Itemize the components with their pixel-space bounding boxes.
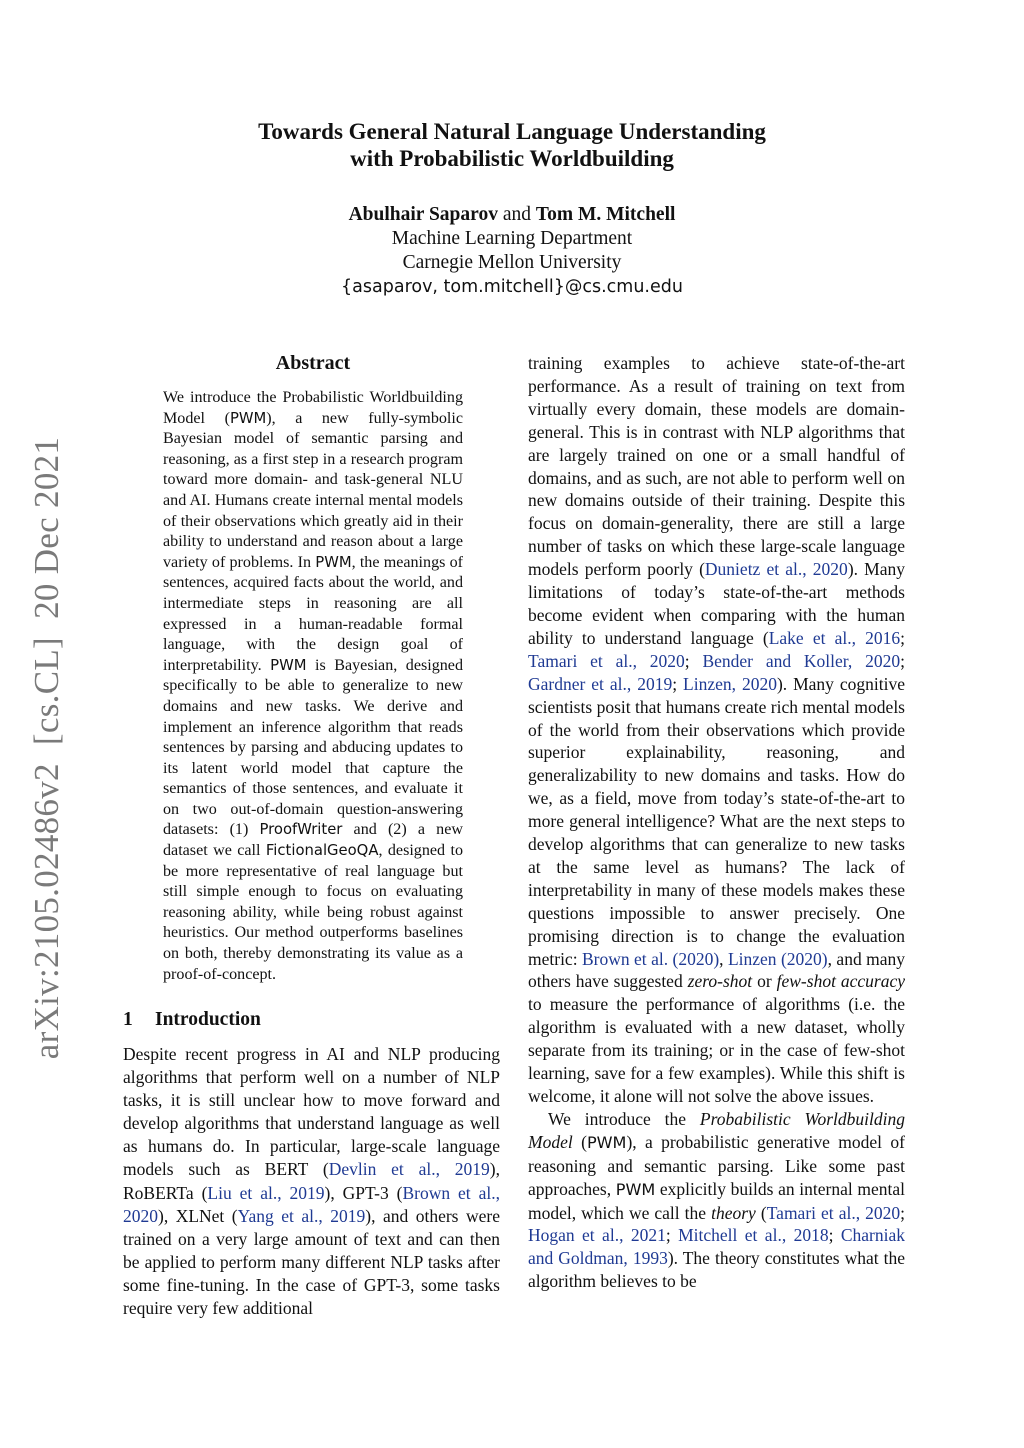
- section-number: 1: [123, 1009, 133, 1030]
- pwm-term: PWM: [270, 656, 307, 674]
- emphasis-text: Probabilistic Worldbuilding Model: [528, 1108, 905, 1152]
- body-text: ;: [900, 627, 906, 648]
- citation-link[interactable]: Tamari et al., 2020: [528, 650, 685, 671]
- citation-link[interactable]: Brown et al., 2020: [123, 1182, 500, 1226]
- paragraph: [528, 352, 905, 1108]
- body-text: ;: [828, 1225, 841, 1246]
- body-text: training examples to achieve state-of-the-art performance. As a result of training on text from virtually every domain, these models are domain-general. This is in contrast with NLP algorithms that are largely trained on one or a small handful of domains, and as such, are not able to perform well on new domains outside of their training. Despite this focus on domain-generality, there are still a large number of tasks on which these large-scale language models perform poorly (: [528, 353, 905, 580]
- title-line-1: Towards General Natural Language Understanding: [258, 119, 766, 144]
- emphasis-text: theory: [711, 1202, 756, 1223]
- abstract-body: [163, 388, 463, 985]
- abstract-text: is Bayesian, designed specifically to be able to generalize to new domains and new tasks. We derive and implement an inference algorithm that reads sentences by parsing and abducing updates to its latent world model that capture the semantics of those sentences, and evaluate it on two out-of-domain question-answering datasets: (1): [163, 656, 463, 839]
- citation-link[interactable]: Linzen, 2020: [683, 673, 777, 694]
- abstract-text: and (2) a new dataset we call: [163, 821, 463, 860]
- body-text: We introduce the: [548, 1108, 700, 1129]
- citation-link[interactable]: Yang et al., 2019: [237, 1205, 366, 1226]
- abstract-text: , designed to be more representative of real language but still simple enough to focus on evaluating reasoning ability, while being robust against heuristics. Our method outperforms baselines on both, thereby demonstrating its value as a proof-of-concept.: [163, 842, 464, 983]
- body-text: ), XLNet (: [158, 1205, 238, 1226]
- citation-link[interactable]: Mitchell et al., 2018: [678, 1225, 829, 1246]
- body-text: to measure the performance of algorithms (i.e. the algorithm is evaluated with a new dataset, wholly separate from its training; or in the case of few-shot learning, save for a few examples). While this shift is welcome, it alone will not solve the above issues.: [528, 994, 905, 1106]
- citation-link[interactable]: Lake et al., 2016: [768, 627, 901, 648]
- pwm-term: PWM: [586, 1132, 627, 1152]
- body-text: ;: [684, 650, 703, 671]
- body-text: Despite recent progress in AI and NLP producing algorithms that perform well on a number of NLP tasks, it is still unclear how to move forward and develop algorithms that understand language as well as humans do. In particular, large-scale language models such as BERT (: [123, 1044, 500, 1180]
- author-names: [150, 203, 874, 227]
- body-text: ), and others were trained on a very large amount of text and can then be applied to perform many different NLP tasks after some fine-tuning. In the case of GPT-3, some tasks require very few additional: [123, 1205, 500, 1319]
- intro-left-column: [123, 1043, 500, 1320]
- title-line-2: with Probabilistic Worldbuilding: [350, 146, 674, 171]
- citation-link[interactable]: Gardner et al., 2019: [528, 673, 673, 694]
- body-text: (: [572, 1131, 587, 1152]
- pwm-term: PWM: [315, 553, 352, 571]
- body-text: ,: [719, 948, 728, 969]
- citation-link[interactable]: Linzen (2020): [727, 948, 828, 969]
- abstract-text: ), a new fully-symbolic Bayesian model of semantic parsing and reasoning, as a first step in a research program toward more domain- and task-general NLU and AI. Humans create internal mental models of their observations which greatly aid in their ability to understand and reason about a large variety of problems. In: [163, 409, 464, 571]
- body-text: ;: [900, 650, 905, 671]
- intro-right-column: [528, 352, 905, 1293]
- section-heading: [123, 1008, 261, 1032]
- author-name-2: Tom M. Mitchell: [535, 204, 676, 225]
- paper-title: [150, 118, 874, 172]
- affiliation-dept: Machine Learning Department: [391, 228, 633, 249]
- body-text: ), a probabilistic generative model of reasoning and semantic parsing. Like some past approaches,: [528, 1131, 905, 1199]
- author-email: {asaparov, tom.mitchell}@cs.cmu.edu: [341, 277, 683, 297]
- proofwriter-term: ProofWriter: [259, 821, 343, 839]
- body-text: ), GPT-3 (: [324, 1182, 403, 1203]
- citation-link[interactable]: Liu et al., 2019: [207, 1182, 325, 1203]
- body-text: , and many others have suggested: [528, 948, 905, 992]
- body-text: ;: [900, 1202, 905, 1223]
- citation-link[interactable]: Dunietz et al., 2020: [704, 559, 848, 580]
- citation-link[interactable]: Tamari et al., 2020: [766, 1202, 901, 1223]
- abstract-heading: Abstract: [275, 352, 351, 374]
- section-title: Introduction: [155, 1009, 261, 1030]
- body-text: ). The theory constitutes what the algorithm believes to be: [528, 1248, 905, 1292]
- fictionalgeoqa-term: FictionalGeoQA: [265, 842, 379, 860]
- paragraph: [528, 1108, 905, 1293]
- pwm-term: PWM: [229, 409, 267, 427]
- abstract-text: We introduce the Probabilistic Worldbuilding Model (: [163, 389, 463, 427]
- body-text: ). Many cognitive scientists posit that humans create rich mental models of the world from their observations which provide superior explainability, reasoning, and generalizability to new domains and tasks. How do we, as a field, move from today’s state-of-the-art to more general intelligence? What are the next steps to develop algorithms that can generalize to new tasks at the same level as humans? The lack of interpretability in many of these models makes these questions impossible to answer precisely. One promising direction is to change the evaluation metric:: [528, 673, 906, 969]
- body-text: (: [755, 1202, 767, 1223]
- body-text: ;: [665, 1225, 679, 1246]
- emphasis-text: zero-shot: [687, 971, 753, 992]
- author-name-1: Abulhair Saparov: [348, 204, 498, 225]
- paragraph: [123, 1043, 500, 1320]
- affiliation-university: Carnegie Mellon University: [402, 252, 622, 273]
- body-text: explicitly builds an internal mental model, which we call the: [528, 1178, 905, 1223]
- citation-link[interactable]: Hogan et al., 2021: [528, 1225, 666, 1246]
- body-text: ), RoBERTa (: [123, 1159, 500, 1203]
- body-text: ). Many limitations of today’s state-of-the-art methods become evident when comparing with the human ability to understand language (: [528, 559, 906, 648]
- citation-link[interactable]: Charniak and Goldman, 1993: [528, 1225, 905, 1269]
- author-block: [150, 203, 874, 299]
- body-text: ;: [672, 673, 684, 694]
- abstract-text: , the meanings of sentences, acquired facts about the world, and intermediate steps in reasoning are all expressed in a human-readable formal language, with the design goal of interpretability.: [163, 553, 463, 674]
- emphasis-text: few-shot accuracy: [776, 971, 905, 992]
- arxiv-identifier: arXiv:2105.02486v2 [cs.CL] 20 Dec 2021: [27, 436, 66, 1060]
- citation-link[interactable]: Brown et al. (2020): [581, 948, 720, 969]
- citation-link[interactable]: Bender and Koller, 2020: [702, 650, 901, 671]
- citation-link[interactable]: Devlin et al., 2019: [328, 1159, 490, 1180]
- body-text: or: [752, 971, 777, 992]
- author-conj: and: [502, 204, 531, 225]
- pwm-term: PWM: [615, 1179, 656, 1199]
